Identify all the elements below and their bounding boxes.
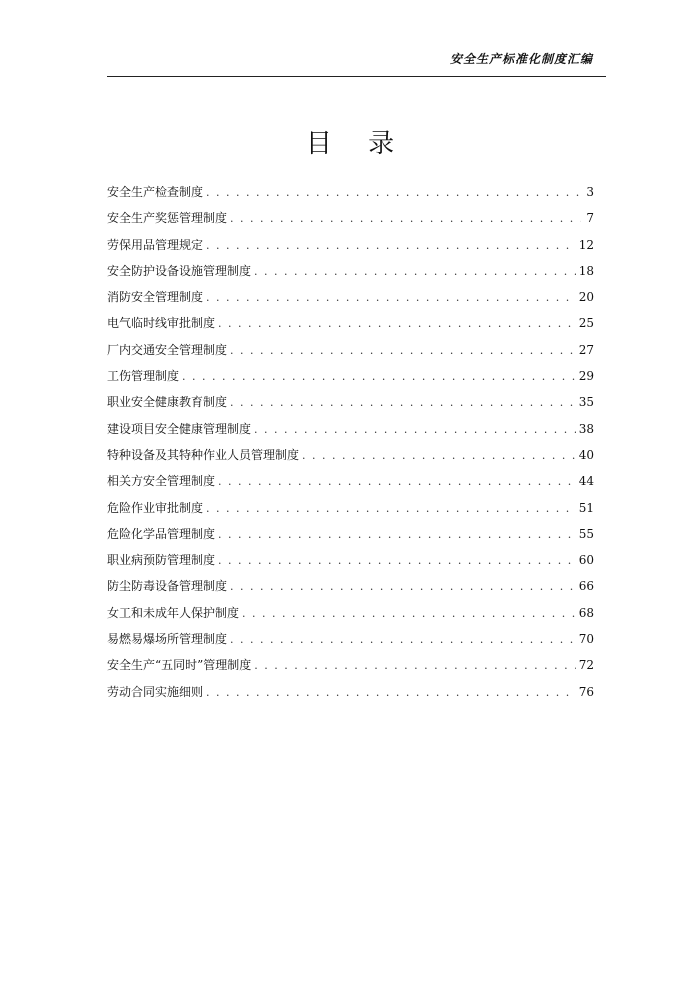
toc-entry[interactable] <box>107 604 594 630</box>
toc-entry[interactable] <box>107 551 594 577</box>
dot-leader <box>206 686 576 699</box>
dot-leader <box>218 554 576 567</box>
toc-entry-page-number: 66 <box>578 579 594 594</box>
dot-leader <box>182 370 576 383</box>
toc-entry-page-number: 76 <box>578 684 594 699</box>
dot-leader <box>206 291 576 304</box>
toc-entry-page-number: 12 <box>578 237 594 252</box>
dot-leader <box>254 265 576 278</box>
toc-entry-page-number: 60 <box>578 553 594 568</box>
toc-entry-title[interactable]: 劳动合同实施细则 <box>107 684 204 699</box>
toc-entry-title[interactable]: 女工和未成年人保护制度 <box>107 605 240 620</box>
toc-entry[interactable] <box>107 393 594 419</box>
toc-entry-title[interactable]: 工伤管理制度 <box>107 369 180 384</box>
dot-leader <box>206 186 581 199</box>
toc-entry-title[interactable]: 易燃易爆场所管理制度 <box>107 632 228 647</box>
toc-entry[interactable] <box>107 630 594 656</box>
page-title: 目 录 <box>305 129 409 159</box>
toc-entry-title[interactable]: 职业病预防管理制度 <box>107 553 216 568</box>
dot-leader <box>218 528 576 541</box>
toc-entry[interactable] <box>107 446 594 472</box>
toc-entry[interactable] <box>107 683 594 709</box>
toc-entry-title[interactable]: 安全防护设备设施管理制度 <box>107 263 252 278</box>
dot-leader <box>206 239 576 252</box>
toc-entry[interactable] <box>107 262 594 288</box>
toc-entry-page-number: 7 <box>586 211 594 226</box>
toc-entry[interactable] <box>107 236 594 262</box>
toc-entry-title[interactable]: 建设项目安全健康管理制度 <box>107 421 252 436</box>
dot-leader <box>218 317 576 330</box>
toc-entry-page-number: 40 <box>578 447 594 462</box>
dot-leader <box>230 580 576 593</box>
dot-leader <box>218 475 576 488</box>
toc-entry-page-number: 18 <box>578 263 594 278</box>
toc-entry-page-number: 70 <box>578 632 594 647</box>
toc-entry-page-number: 3 <box>586 185 594 199</box>
toc-entry-page-number: 25 <box>578 316 594 331</box>
toc-entry[interactable] <box>107 209 594 235</box>
dot-leader <box>230 212 581 225</box>
toc-entry[interactable] <box>107 183 594 209</box>
toc-entry-title[interactable]: 危险作业审批制度 <box>107 500 204 515</box>
toc-entry-title[interactable]: 防尘防毒设备管理制度 <box>107 579 228 594</box>
toc-entry-title[interactable]: 厂内交通安全管理制度 <box>107 342 228 357</box>
toc-entry-title[interactable]: 危险化学品管理制度 <box>107 526 216 541</box>
toc-entry-page-number: 35 <box>578 395 594 410</box>
toc-entry-page-number: 44 <box>578 474 594 489</box>
toc-entry-page-number: 29 <box>578 369 594 384</box>
toc-entry-title[interactable]: 电气临时线审批制度 <box>107 316 216 331</box>
toc-entry[interactable] <box>107 656 594 682</box>
dot-leader <box>254 659 575 672</box>
toc-entry[interactable] <box>107 525 594 551</box>
toc-entry-title[interactable]: 安全生产检查制度 <box>107 185 204 199</box>
toc-entry-page-number: 55 <box>578 526 594 541</box>
dot-leader <box>230 344 576 357</box>
toc-entry[interactable] <box>107 367 594 393</box>
toc-entry-title[interactable]: 劳保用品管理规定 <box>107 237 204 252</box>
toc-entry-title[interactable]: 安全生产奖惩管理制度 <box>107 211 228 226</box>
toc-entry[interactable] <box>107 314 594 340</box>
dot-leader <box>302 449 576 462</box>
running-header: 安全生产标准化制度汇编 <box>449 52 593 66</box>
toc-entry-page-number: 20 <box>578 290 594 305</box>
header-divider <box>107 76 606 77</box>
toc-entry[interactable] <box>107 472 594 498</box>
toc-entry-title[interactable]: 安全生产“五同时”管理制度 <box>107 658 252 673</box>
toc-entry-title[interactable]: 职业安全健康教育制度 <box>107 395 228 410</box>
toc-entry[interactable] <box>107 288 594 314</box>
toc-entry-title[interactable]: 特种设备及其特种作业人员管理制度 <box>107 447 300 462</box>
dot-leader <box>230 396 576 409</box>
toc-entry-page-number: 72 <box>578 658 594 673</box>
toc-entry-page-number: 51 <box>578 500 594 515</box>
dot-leader <box>242 607 576 620</box>
toc-entry-title[interactable]: 相关方安全管理制度 <box>107 474 216 489</box>
toc-entry-page-number: 68 <box>578 605 594 620</box>
toc-entry-title[interactable]: 消防安全管理制度 <box>107 290 204 305</box>
toc-entry[interactable] <box>107 341 594 367</box>
toc-entry[interactable] <box>107 577 594 603</box>
dot-leader <box>254 423 576 436</box>
toc-entry-page-number: 38 <box>578 421 594 436</box>
dot-leader <box>230 633 576 646</box>
dot-leader <box>206 502 576 515</box>
toc-entry[interactable] <box>107 420 594 446</box>
toc-entry-page-number: 27 <box>578 342 594 357</box>
toc-entry[interactable] <box>107 499 594 525</box>
table-of-contents <box>107 183 594 709</box>
